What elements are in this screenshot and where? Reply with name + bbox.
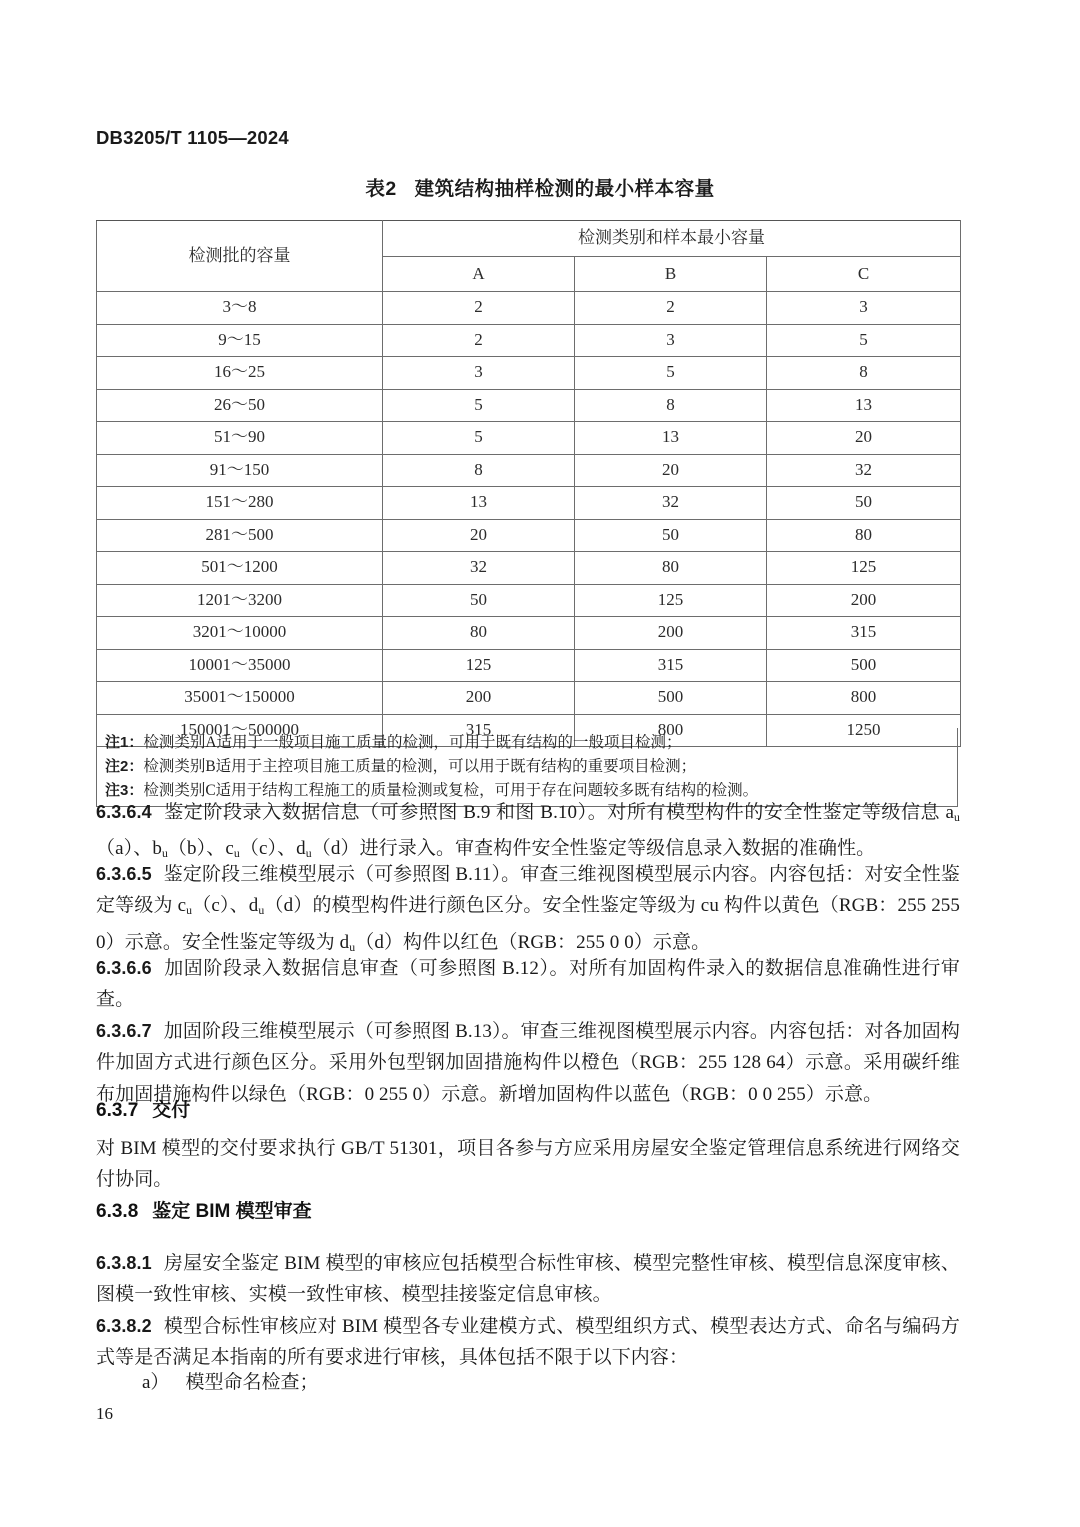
section-6-3-7-paragraph: 对 BIM 模型的交付要求执行 GB/T 51301，项目各参与方应采用房屋安全鉴定管理信息系统进行网络交付协同。 [96,1138,960,1191]
column-header-c: C [767,257,961,292]
cell-category-c: 125 [767,552,961,585]
cell-category-b: 125 [575,584,767,617]
table-row [97,519,961,552]
column-header-category-group: 检测类别和样本最小容量 [383,221,961,257]
cell-batch-range: 501～1200 [97,552,383,585]
cell-category-a: 8 [383,454,575,487]
cell-category-b: 500 [575,682,767,715]
table-row [97,357,961,390]
table-note [105,731,957,755]
cell-batch-range: 281～500 [97,519,383,552]
table-row [97,389,961,422]
list-item-marker: a） [142,1372,170,1393]
clause-6-3-6-5-paragraph [96,859,960,963]
clause-6-3-6-5 [96,859,960,963]
table-row [97,324,961,357]
cell-category-a: 80 [383,617,575,650]
clause-number: 6.3.6.6 [96,958,152,978]
cell-category-c: 8 [767,357,961,390]
clause-number: 6.3.8.1 [96,1253,152,1273]
table-row [97,584,961,617]
cell-category-c: 50 [767,487,961,520]
clause-text-part2: （c）、d [192,895,259,917]
cell-category-a: 2 [383,324,575,357]
table-row [97,649,961,682]
clause-6-3-6-6 [96,953,960,1016]
cell-category-a: 32 [383,552,575,585]
cell-batch-range: 151～280 [97,487,383,520]
cell-batch-range: 35001～150000 [97,682,383,715]
cell-batch-range: 150001～500000 [97,714,383,747]
cell-category-b: 200 [575,617,767,650]
cell-category-a: 2 [383,292,575,325]
cell-batch-range: 9～15 [97,324,383,357]
cell-category-a: 13 [383,487,575,520]
clause-6-3-8-2 [96,1311,960,1374]
clause-text-part3: （d）的模型构件进行颜色区分。安全性鉴定等级为 cu 构件以黄色（RGB：255 255 0）示意。安全性鉴定等级为 d [96,895,961,953]
clause-text-part4: （d）构件以红色（RGB：255 0 0）示意。 [355,931,711,953]
cell-category-a: 5 [383,422,575,455]
cell-category-b: 3 [575,324,767,357]
clause-number: 6.3.8.2 [96,1316,152,1336]
cell-category-c: 800 [767,682,961,715]
cell-category-c: 13 [767,389,961,422]
column-header-b: B [575,257,767,292]
sampling-table-wrapper [96,220,960,747]
cell-batch-range: 3～8 [97,292,383,325]
section-number: 6.3.7 [96,1100,139,1121]
cell-batch-range: 16～25 [97,357,383,390]
cell-category-c: 315 [767,617,961,650]
clause-text: 加固阶段三维模型展示（可参照图 B.13）。审查三维视图模型展示内容。内容包括：对各加固构件加固方式进行颜色区分。采用外包型钢加固措施构件以橙色（RGB：255 128 64）示意。采用碳纤维布加固措施构件以绿色（RGB：0 255 0）示意。新增加固构件以蓝色（RGB：0 0 255）示意。 [96,1021,960,1105]
table-row [97,454,961,487]
section-heading-6-3-8 [96,1196,312,1223]
table-header-row-group [97,221,961,257]
table-note-label: 注2： [105,757,144,775]
cell-batch-range: 3201～10000 [97,617,383,650]
cell-category-a: 20 [383,519,575,552]
table-caption [0,173,1080,201]
cell-category-c: 1250 [767,714,961,747]
cell-category-c: 20 [767,422,961,455]
table-head [97,221,961,292]
cell-category-b: 8 [575,389,767,422]
table-row [97,682,961,715]
cell-batch-range: 51～90 [97,422,383,455]
minimum-sample-size-table [96,220,961,747]
column-header-batch-capacity: 检测批的容量 [97,221,383,292]
page-number: 16 [96,1404,113,1423]
cell-category-b: 32 [575,487,767,520]
cell-batch-range: 26～50 [97,389,383,422]
table-body [97,292,961,747]
document-header-standard-code: DB3205/T 1105—2024 [96,127,289,148]
clause-text: 房屋安全鉴定 BIM 模型的审核应包括模型合标性审核、模型完整性审核、模型信息深度审核、图模一致性审核、实模一致性审核、模型挂接鉴定信息审核。 [96,1253,960,1306]
clause-text: 模型合标性审核应对 BIM 模型各专业建模方式、模型组织方式、模型表达方式、命名与编码方式等是否满足本指南的所有要求进行审核，具体包括不限于以下内容： [96,1316,960,1369]
cell-category-c: 80 [767,519,961,552]
subscript-u-2: u [161,847,168,861]
section-title: 交付 [152,1100,191,1121]
clause-6-3-8-2-paragraph [96,1311,960,1374]
section-6-3-7-body [96,1133,960,1196]
clause-6-3-8-1 [96,1248,960,1311]
table-caption-title: 建筑结构抽样检测的最小样本容量 [414,178,715,200]
clause-text-part2: （a）、b [96,838,162,860]
clause-number: 6.3.6.4 [96,802,152,822]
subscript-u-6: u [258,904,265,918]
clause-text-part4: （c）、d [239,838,306,860]
cell-category-a: 5 [383,389,575,422]
subscript-u-4: u [305,847,312,861]
cell-category-c: 3 [767,292,961,325]
table-row [97,422,961,455]
cell-category-c: 5 [767,324,961,357]
table-row [97,617,961,650]
cell-batch-range: 1201～3200 [97,584,383,617]
cell-category-b: 20 [575,454,767,487]
clause-text-part1: 鉴定阶段录入数据信息（可参照图 B.9 和图 B.10）。对所有模型构件的安全性鉴定等级信息 a [163,802,955,823]
table-notes [96,728,958,807]
cell-category-c: 200 [767,584,961,617]
clause-number: 6.3.6.5 [96,864,152,884]
cell-category-b: 50 [575,519,767,552]
table-note-label: 注3： [105,781,144,799]
cell-category-b: 13 [575,422,767,455]
cell-category-a: 125 [383,649,575,682]
cell-category-b: 315 [575,649,767,682]
subscript-u-3: u [233,847,240,861]
list-item-label: 模型命名检查； [185,1372,319,1393]
section-heading-6-3-7 [96,1095,190,1122]
clause-6-3-6-6-paragraph [96,953,960,1016]
table-caption-label: 表2 [365,178,397,200]
section-number: 6.3.8 [96,1201,139,1222]
cell-category-c: 32 [767,454,961,487]
column-header-a: A [383,257,575,292]
clause-6-3-6-7 [96,1016,960,1110]
cell-category-b: 2 [575,292,767,325]
table-note-label: 注1： [105,734,144,751]
cell-category-c: 500 [767,649,961,682]
subscript-u-7: u [349,940,356,954]
table-row [97,292,961,325]
cell-category-a: 200 [383,682,575,715]
cell-category-b: 5 [575,357,767,390]
list-item-a [96,1367,960,1398]
cell-category-a: 3 [383,357,575,390]
cell-batch-range: 10001～35000 [97,649,383,682]
section-title: 鉴定 BIM 模型审查 [152,1201,312,1222]
subscript-u-5: u [186,904,193,918]
table-note [105,755,957,779]
table-row [97,487,961,520]
cell-category-b: 800 [575,714,767,747]
cell-category-a: 315 [383,714,575,747]
table-note-text: 检测类别C适用于结构工程施工的质量检测或复检，可用于存在问题较多既有结构的检测。 [143,781,759,799]
clause-6-3-6-7-paragraph [96,1016,960,1110]
cell-batch-range: 91～150 [97,454,383,487]
clause-text-part1: 鉴定阶段三维模型展示（可参照图 B.11）。审查三维视图模型展示内容。内容包括：对安全性鉴定等级为 c [96,864,960,917]
table-note-text: 检测类别A适用于一般项目施工质量的检测，可用于既有结构的一般项目检测； [143,734,682,751]
cell-category-a: 50 [383,584,575,617]
table-note-text: 检测类别B适用于主控项目施工质量的检测，可以用于既有结构的重要项目检测； [143,757,697,775]
table-row [97,552,961,585]
clause-number: 6.3.6.7 [96,1021,152,1041]
clause-text-part3: （b）、c [167,838,234,860]
subscript-u-1: u [954,811,960,825]
cell-category-b: 80 [575,552,767,585]
clause-text: 加固阶段录入数据信息审查（可参照图 B.12）。对所有加固构件录入的数据信息准确性进行审查。 [96,958,960,1011]
clause-text-part5: （d）进行录入。审查构件安全性鉴定等级信息录入数据的准确性。 [311,838,876,860]
clause-6-3-8-1-paragraph [96,1248,960,1311]
